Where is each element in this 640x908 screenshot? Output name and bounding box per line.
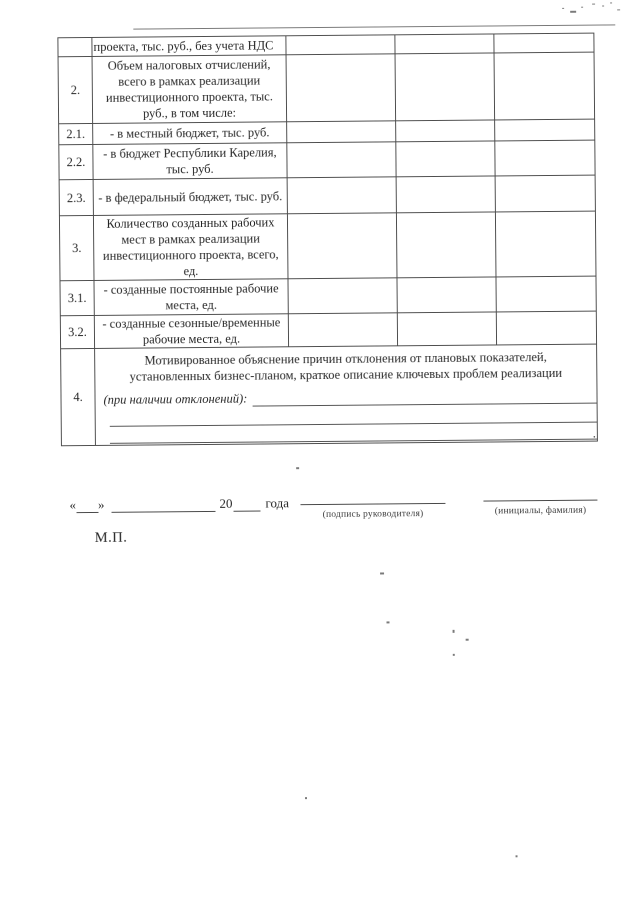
value-cell [494, 33, 594, 53]
value-cell [395, 34, 494, 54]
indicator-cell: - в федеральный бюджет, тыс. руб. [93, 178, 287, 216]
noise-speck [581, 7, 583, 8]
noise-speck [380, 572, 384, 574]
fill-blank [110, 426, 597, 444]
table-row [59, 211, 596, 281]
value-cell [286, 35, 395, 55]
noise-speck [453, 654, 455, 656]
noise-speck [562, 8, 564, 9]
condition-label: (при наличии отклонений): [103, 391, 248, 407]
row-number-cell: 4. [61, 348, 96, 445]
value-cell [288, 313, 397, 347]
quote-close: » [97, 496, 105, 512]
noise-speck [296, 467, 299, 469]
value-cell [287, 121, 396, 143]
row-number-cell: 2. [58, 56, 93, 123]
year-suffix: года [265, 495, 290, 511]
explanation-heading: Мотивированное объяснение причин отклонения от плановых показателей, установленных бизнес-планом, краткое описание ключевых проблем реализации [129, 350, 563, 384]
indicator-cell: проекта, тыс. руб., без учета НДС [92, 36, 286, 57]
value-cell [496, 276, 596, 312]
indicator-cell: Объем налоговых отчислений, всего в рамках реализации инвестиционного проекта, тыс. руб., в том числе: [92, 55, 287, 124]
row-number-cell [58, 37, 92, 56]
noise-speck [592, 4, 595, 5]
value-cell [397, 277, 496, 313]
quote-open: « [69, 497, 77, 513]
condition-line [103, 388, 596, 408]
indicator-cell: - в местный бюджет, тыс. руб. [93, 122, 287, 145]
name-field [483, 488, 597, 517]
value-cell [286, 54, 396, 122]
trailing-period: . [592, 426, 596, 441]
value-cell [287, 177, 396, 214]
table-row [58, 52, 595, 124]
table-row-explanation [61, 344, 598, 446]
noise-speck [453, 630, 455, 633]
row-number-cell: 3.1. [60, 280, 94, 315]
year-prefix: 20 [219, 495, 233, 511]
row-number-cell: 3.2. [60, 315, 94, 348]
value-cell [396, 212, 496, 278]
row-number-cell: 2.2. [59, 144, 93, 179]
seal-mark: М.П. [94, 529, 128, 546]
table-row [59, 140, 595, 180]
noise-speck [516, 855, 518, 857]
scan-artifact-line [133, 24, 615, 29]
indicator-cell: - созданные сезонные/временные рабочие места, ед. [94, 314, 288, 349]
value-cell [495, 175, 595, 212]
row-number-cell: 2.3. [59, 179, 93, 215]
signature-blank [300, 491, 445, 505]
value-cell [396, 176, 495, 213]
indicator-cell: - созданные постоянные рабочие места, ед. [94, 279, 288, 316]
explanation-cell [95, 344, 598, 445]
fill-blank [252, 390, 596, 407]
value-cell [396, 120, 495, 142]
signature-caption: (подпись руководителя) [322, 509, 424, 520]
value-cell [397, 312, 496, 346]
value-cell [496, 311, 596, 345]
noise-speck [610, 2, 612, 3]
fill-blank [110, 422, 597, 427]
value-cell [495, 119, 595, 141]
noise-speck [570, 11, 576, 13]
value-cell [395, 53, 495, 121]
value-cell [288, 278, 397, 314]
value-cell [396, 141, 495, 177]
noise-speck [305, 797, 307, 799]
table-row [60, 276, 596, 316]
name-caption: (инициалы, фамилия) [494, 505, 587, 517]
value-cell [287, 213, 397, 279]
row-number-cell: 3. [59, 215, 94, 280]
noise-speck [386, 621, 389, 623]
month-blank [111, 498, 215, 513]
value-cell [494, 52, 595, 120]
table-row [60, 311, 596, 349]
signature-field [300, 491, 445, 520]
indicator-cell: - в бюджет Республики Карелия, тыс. руб. [93, 143, 287, 180]
date-line [69, 495, 289, 513]
name-blank [483, 488, 597, 502]
noise-speck [617, 9, 620, 10]
value-cell [495, 140, 595, 176]
value-cell [287, 142, 396, 178]
noise-speck [466, 639, 469, 641]
value-cell [495, 211, 596, 277]
noise-speck [602, 6, 604, 7]
table-row [59, 175, 595, 216]
row-number-cell: 2.1. [59, 123, 93, 144]
report-table [57, 33, 598, 447]
year-blank [233, 498, 260, 512]
day-blank [76, 499, 98, 513]
indicator-cell: Количество созданных рабочих мест в рамках реализации инвестиционного проекта, всего, ед. [93, 214, 288, 281]
